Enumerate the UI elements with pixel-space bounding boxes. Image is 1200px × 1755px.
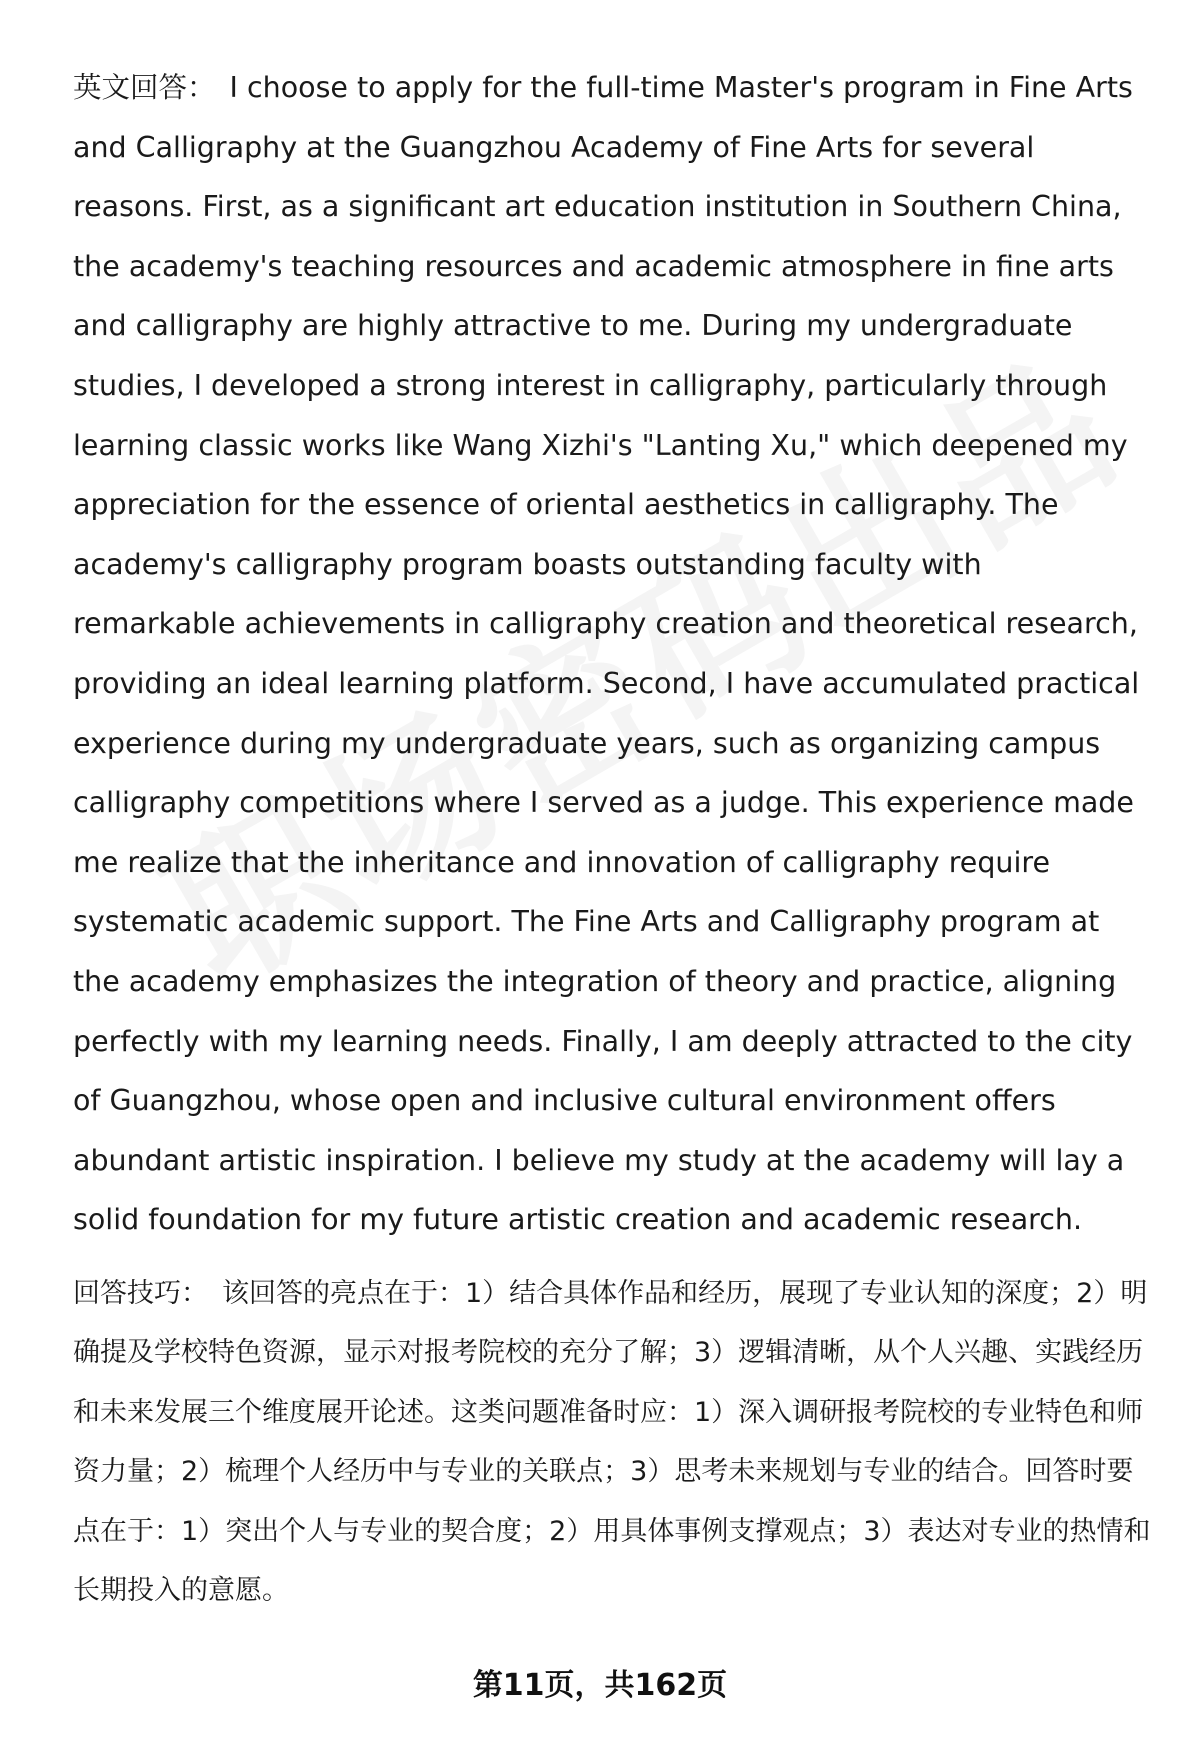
answer-tips-paragraph xyxy=(73,1264,1151,1621)
answer-tips-label: 回答技巧： xyxy=(73,1277,208,1309)
english-answer-paragraph xyxy=(73,58,1153,1250)
page-number: 第11页，共162页 xyxy=(472,1668,728,1703)
answer-tips-text: 该回答的亮点在于：1）结合具体作品和经历，展现了专业认知的深度；2）明确提及学校特色资源，显示对报考院校的充分了解；3）逻辑清晰，从个人兴趣、实践经历和未来发展三个维度展开论述。这类问题准备时应：1）深入调研报考院校的专业特色和师资力量；2）梳理个人经历中与专业的关联点；3）思考未来规划与专业的结合。回答时要点在于：1）突出个人与专业的契合度；2）用具体事例支撑观点；3）表达对专业的热情和长期投入的意愿。 xyxy=(73,1277,1151,1607)
english-answer-text: I choose to apply for the full-time Master's program in Fine Arts and Calligraphy at the Guangzhou Academy of Fine Arts for several reasons. First, as a significant art education institution in Southern China, the academy's teaching resources and academic atmosphere in fine arts and calligraphy are highly attractive to me. During my undergraduate studies, I developed a strong interest in calligraphy, particularly through learning classic works like Wang Xizhi's "Lanting Xu," which deepened my appreciation for the essence of oriental aesthetics in calligraphy. The academy's calligraphy program boasts outstanding faculty with remarkable achievements in calligraphy creation and theoretical research, providing an ideal learning platform. Second, I have accumulated practical experience during my undergraduate years, such as organizing campus calligraphy competitions where I served as a judge. This experience made me realize that the inheritance and innovation of calligraphy require systematic academic support. The Fine Arts and Calligraphy program at the academy emphasizes the integration of theory and practice, aligning perfectly with my learning needs. Finally, I am deeply attracted to the city of Guangzhou, whose open and inclusive cultural environment offers abundant artistic inspiration. I believe my study at the academy will lay a solid foundation for my future artistic creation and academic research. xyxy=(73,71,1140,1237)
english-answer-label: 英文回答： xyxy=(73,71,216,104)
document-body xyxy=(73,58,1153,1621)
